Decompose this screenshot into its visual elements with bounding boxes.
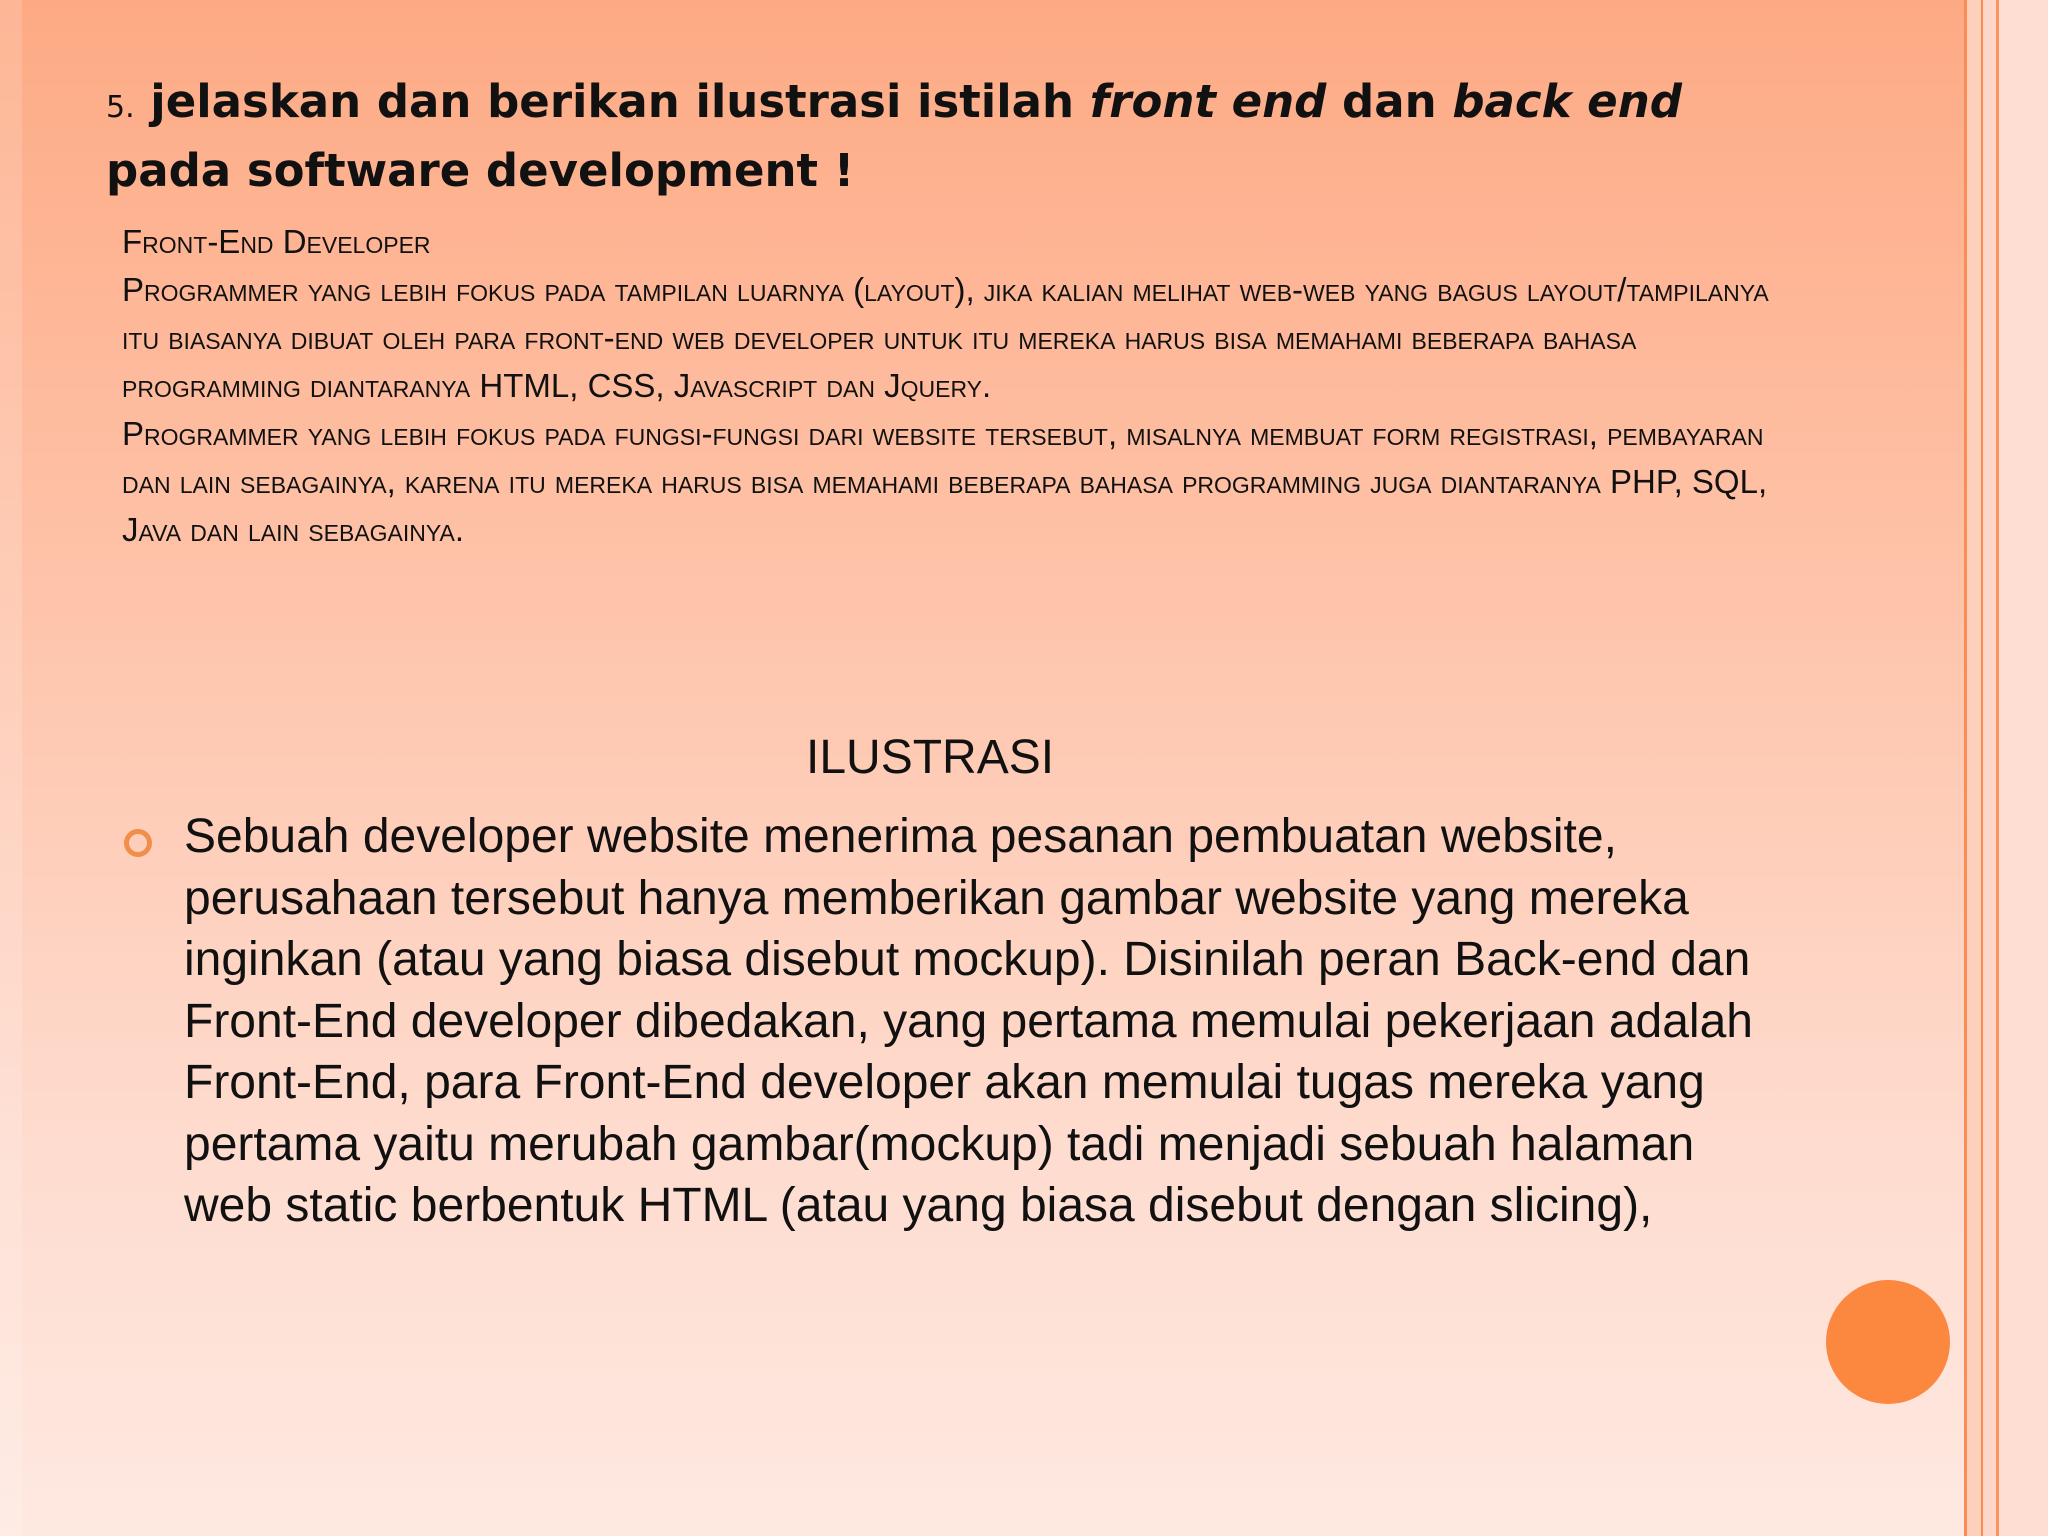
illustration-bullet-text: Sebuah developer website menerima pesanan pembuatan website, perusahaan tersebut hanya memberikan gambar website yang mereka inginkan (atau yang biasa disebut mockup). Disinilah peran Back-end dan Front-End developer dibedakan, yang pertama memulai pekerjaan adalah Front-End, para Front-End developer akan memulai tugas mereka yang pertama yaitu merubah gambar(mockup) tadi menjadi sebuah halaman web static berbentuk HTML (atau yang biasa disebut dengan slicing),	[184, 810, 1753, 1232]
illustration-heading: ILUSTRASI	[806, 731, 1055, 784]
definitions	[122, 218, 1802, 554]
question-text-part2: dan	[1326, 75, 1453, 128]
question-text-part1: jelaskan dan berikan ilustrasi istilah	[150, 75, 1090, 128]
question-term-back-end: back end	[1452, 75, 1682, 128]
decorative-circle	[1826, 1280, 1950, 1404]
decorative-border-band	[1967, 0, 1981, 1536]
question-text-part3: pada software development !	[106, 144, 855, 197]
slide-left-edge	[0, 0, 22, 1536]
decorative-border-margin	[1999, 0, 2048, 1536]
question-number: 5.	[106, 90, 135, 125]
frontend-heading: Front-End Developer	[122, 223, 431, 260]
backend-description: Programmer yang lebih fokus pada fungsi-fungsi dari website tersebut, misalnya membuat form registrasi, pembayaran dan lain sebagainya, karena itu mereka harus bisa memahami beberapa bahasa programming juga diantaranya PHP, SQL, Java dan lain sebagainya.	[122, 415, 1768, 548]
frontend-description: Programmer yang lebih fokus pada tampilan luarnya (layout), jika kalian melihat web-web yang bagus layout/tampilanya itu biasanya dibuat oleh para front-end web developer untuk itu mereka harus bisa memahami beberapa bahasa programming diantaranya HTML, CSS, Javascript dan Jquery.	[122, 271, 1769, 404]
question-title	[106, 70, 1806, 202]
bullet-ring-icon	[124, 829, 152, 857]
decorative-border-band	[1983, 0, 1996, 1536]
question-term-front-end: front end	[1089, 75, 1327, 128]
